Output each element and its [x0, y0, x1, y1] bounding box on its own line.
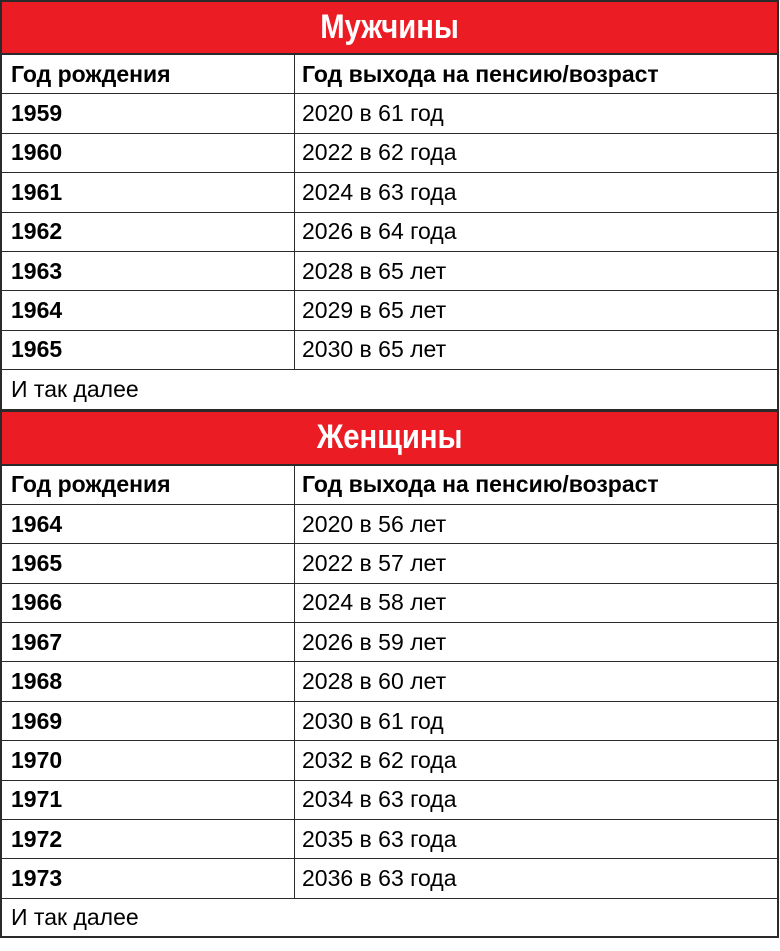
women-birth-year-cell: 1972 [2, 820, 295, 858]
women-birth-year-cell: 1965 [2, 544, 295, 582]
women-retirement-cell: 2032 в 62 года [302, 746, 457, 773]
men-retirement-cell: 2028 в 65 лет [302, 257, 447, 284]
men-retirement-cell: 2022 в 62 года [302, 139, 457, 166]
women-birth-year-cell: 1964 [2, 505, 295, 543]
men-section-header [2, 0, 777, 55]
men-birth-year-cell: 1962 [2, 213, 295, 251]
women-table-row [2, 781, 777, 820]
women-retirement-cell: 2022 в 57 лет [302, 549, 447, 576]
women-birth-year-cell: 1967 [2, 623, 295, 661]
women-table-row [2, 702, 777, 741]
women-table-row [2, 623, 777, 662]
men-table-row [2, 291, 777, 330]
women-col-retirement-header: Год выхода на пенсию/возраст [302, 471, 659, 498]
women-retirement-cell: 2020 в 56 лет [302, 510, 447, 537]
women-birth-year-cell: 1968 [2, 662, 295, 700]
men-note: И так далее [11, 375, 139, 402]
men-retirement-cell: 2020 в 61 год [302, 100, 444, 127]
men-table-row [2, 252, 777, 291]
women-birth-year-cell: 1970 [2, 741, 295, 779]
women-section-title: Женщины [316, 418, 463, 457]
men-birth-year-cell: 1965 [2, 331, 295, 369]
men-retirement-cell: 2024 в 63 года [302, 178, 457, 205]
men-birth-year-cell: 1959 [2, 94, 295, 132]
men-birth-year-cell: 1961 [2, 173, 295, 211]
women-col-birth-year-header: Год рождения [2, 466, 295, 504]
men-birth-year-cell: 1963 [2, 252, 295, 290]
women-table-row [2, 584, 777, 623]
women-table-row [2, 859, 777, 898]
men-table-row [2, 94, 777, 133]
men-table-body [2, 94, 777, 370]
women-retirement-cell: 2034 в 63 года [302, 786, 457, 813]
women-retirement-cell: 2030 в 61 год [302, 707, 444, 734]
women-table-row [2, 544, 777, 583]
men-birth-year-cell: 1964 [2, 291, 295, 329]
women-note: И так далее [11, 904, 139, 930]
men-table-row [2, 173, 777, 212]
women-table-body [2, 505, 777, 899]
men-col-birth-year-header: Год рождения [2, 55, 295, 93]
men-table-row [2, 331, 777, 370]
women-retirement-cell: 2024 в 58 лет [302, 589, 447, 616]
women-birth-year-cell: 1969 [2, 702, 295, 740]
men-table-row [2, 134, 777, 173]
men-note-row [2, 370, 777, 409]
men-retirement-cell: 2029 в 65 лет [302, 297, 447, 324]
women-header-row [2, 466, 777, 505]
men-retirement-cell: 2030 в 65 лет [302, 336, 447, 363]
women-birth-year-cell: 1973 [2, 859, 295, 897]
women-section-header [2, 410, 777, 466]
women-note-row [2, 899, 777, 938]
women-retirement-cell: 2036 в 63 года [302, 865, 457, 892]
women-birth-year-cell: 1971 [2, 781, 295, 819]
women-table-row [2, 662, 777, 701]
women-birth-year-cell: 1966 [2, 584, 295, 622]
women-retirement-cell: 2035 в 63 года [302, 825, 457, 852]
men-header-row [2, 55, 777, 94]
women-table-row [2, 820, 777, 859]
men-col-retirement-header: Год выхода на пенсию/возраст [302, 60, 659, 87]
women-retirement-cell: 2028 в 60 лет [302, 668, 447, 695]
men-section-title: Мужчины [320, 8, 459, 46]
men-birth-year-cell: 1960 [2, 134, 295, 172]
men-table-row [2, 213, 777, 252]
women-table-row [2, 505, 777, 544]
men-retirement-cell: 2026 в 64 года [302, 218, 457, 245]
women-table-row [2, 741, 777, 780]
women-retirement-cell: 2026 в 59 лет [302, 628, 447, 655]
